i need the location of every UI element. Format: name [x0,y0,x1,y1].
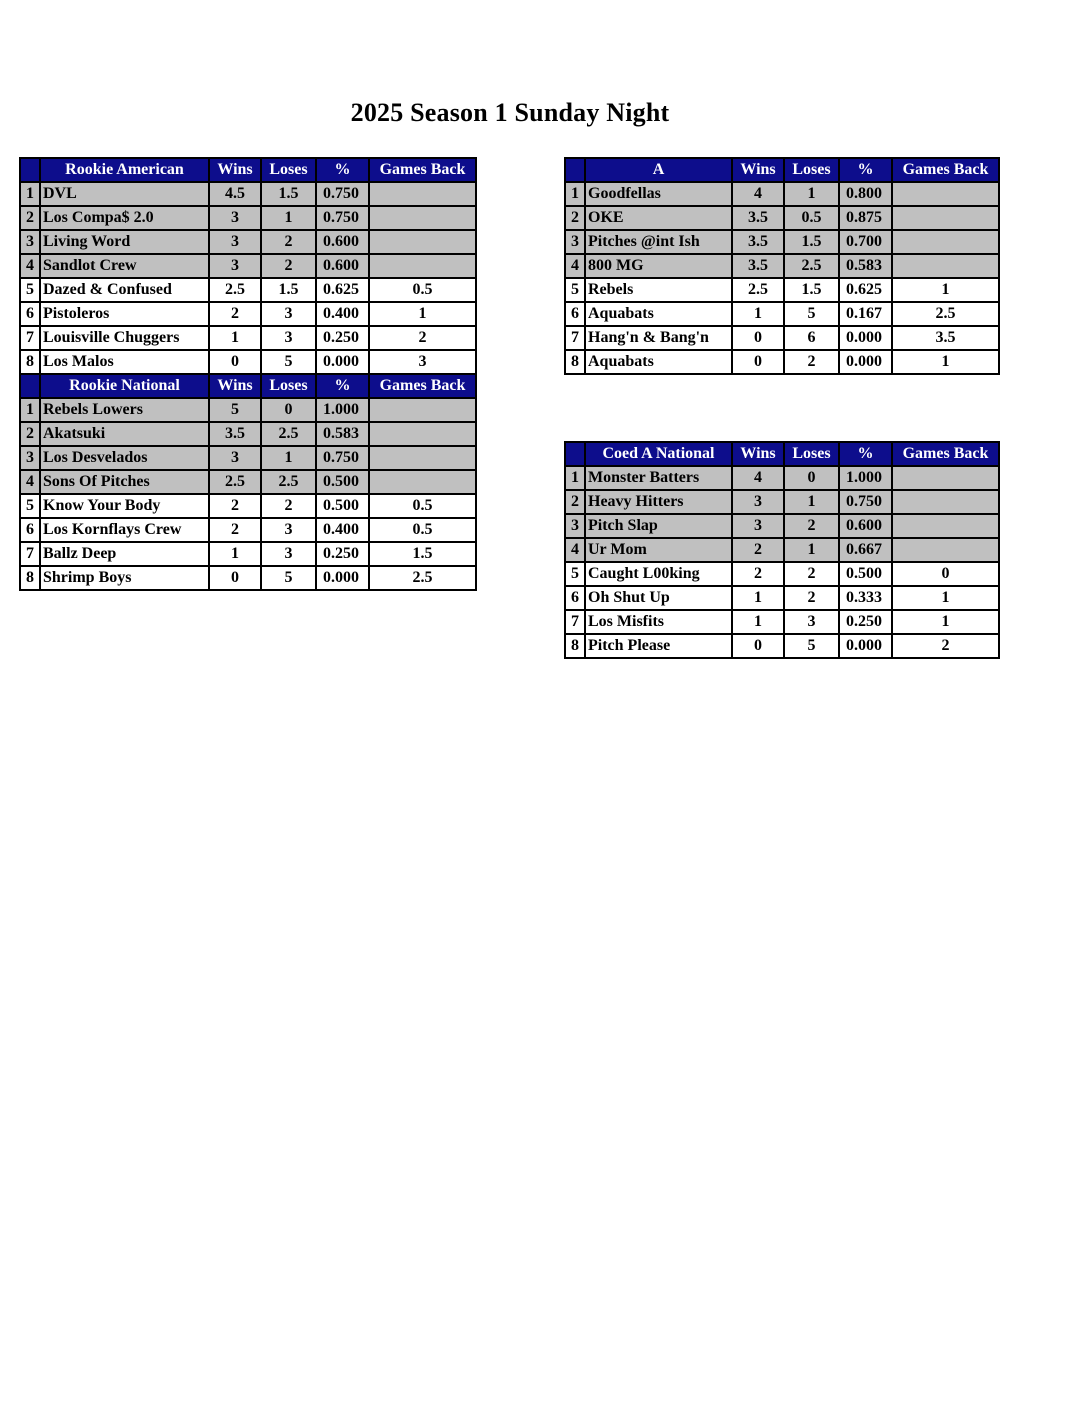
table-row [20,278,476,302]
wins-cell: 1 [209,326,261,350]
games-back-cell [369,446,476,470]
loses-cell: 1 [261,446,316,470]
team-cell: Know Your Body [40,494,209,518]
table-row [565,230,999,254]
rank-cell: 6 [20,302,40,326]
rank-cell: 4 [20,470,40,494]
loses-cell: 2 [261,254,316,278]
team-cell: Caught L00king [585,562,732,586]
rank-cell: 3 [20,230,40,254]
games-back-cell: 2 [369,326,476,350]
rank-cell: 6 [20,518,40,542]
rank-cell: 8 [565,634,585,658]
pct-cell: 0.600 [316,230,369,254]
table-row [20,542,476,566]
team-cell: Los Misfits [585,610,732,634]
header-pct: % [316,374,369,398]
pct-cell: 1.000 [839,466,892,490]
wins-cell: 0 [209,350,261,374]
team-cell: Sandlot Crew [40,254,209,278]
games-back-cell: 2.5 [369,566,476,590]
pct-cell: 0.625 [316,278,369,302]
pct-cell: 0.167 [839,302,892,326]
rank-cell: 4 [565,538,585,562]
loses-cell: 2 [784,586,839,610]
table-row [565,610,999,634]
loses-cell: 5 [261,350,316,374]
team-cell: Hang'n & Bang'n [585,326,732,350]
wins-cell: 3 [209,254,261,278]
games-back-cell [892,538,999,562]
rank-cell: 3 [20,446,40,470]
loses-cell: 2.5 [261,470,316,494]
rank-cell: 2 [20,422,40,446]
rank-cell: 7 [565,326,585,350]
team-cell: Louisville Chuggers [40,326,209,350]
table-row [20,350,476,374]
team-cell: Oh Shut Up [585,586,732,610]
header-wins: Wins [732,442,784,466]
loses-cell: 2 [261,230,316,254]
division-name: Rookie American [40,158,209,182]
team-cell: Aquabats [585,302,732,326]
loses-cell: 0.5 [784,206,839,230]
table-row [565,254,999,278]
games-back-cell [369,230,476,254]
loses-cell: 6 [784,326,839,350]
wins-cell: 2.5 [209,470,261,494]
rank-cell: 4 [565,254,585,278]
table-row [20,326,476,350]
division-header-row [565,158,999,182]
pct-cell: 0.000 [316,350,369,374]
pct-cell: 0.667 [839,538,892,562]
games-back-cell [892,254,999,278]
division-name: Coed A National [585,442,732,466]
pct-cell: 0.583 [316,422,369,446]
header-wins: Wins [209,374,261,398]
table-row [20,566,476,590]
pct-cell: 0.500 [316,470,369,494]
team-cell: OKE [585,206,732,230]
loses-cell: 1 [261,206,316,230]
rank-cell: 6 [565,586,585,610]
team-cell: Pitches @int Ish [585,230,732,254]
loses-cell: 2 [784,562,839,586]
rank-cell: 3 [565,230,585,254]
pct-cell: 0.250 [316,542,369,566]
division-header-row [20,374,476,398]
wins-cell: 2 [209,518,261,542]
pct-cell: 0.625 [839,278,892,302]
pct-cell: 0.333 [839,586,892,610]
wins-cell: 1 [732,586,784,610]
loses-cell: 2 [784,350,839,374]
wins-cell: 0 [732,350,784,374]
pct-cell: 0.000 [839,634,892,658]
rookie-national-division [20,374,476,590]
table-row [20,302,476,326]
loses-cell: 1 [784,538,839,562]
pct-cell: 0.000 [316,566,369,590]
table-row [565,562,999,586]
division-name: A [585,158,732,182]
wins-cell: 4.5 [209,182,261,206]
pct-cell: 0.600 [316,254,369,278]
table-row [20,254,476,278]
pct-cell: 0.400 [316,518,369,542]
table-row [565,182,999,206]
wins-cell: 0 [209,566,261,590]
header-wins: Wins [209,158,261,182]
wins-cell: 3 [732,490,784,514]
team-cell: 800 MG [585,254,732,278]
header-blank [565,442,585,466]
team-cell: Shrimp Boys [40,566,209,590]
pct-cell: 0.500 [316,494,369,518]
games-back-cell: 2 [892,634,999,658]
team-cell: Sons Of Pitches [40,470,209,494]
wins-cell: 2 [209,494,261,518]
team-cell: Los Malos [40,350,209,374]
pct-cell: 0.000 [839,350,892,374]
games-back-cell: 0.5 [369,494,476,518]
pct-cell: 0.600 [839,514,892,538]
table-row [565,514,999,538]
wins-cell: 3.5 [732,254,784,278]
table-row [565,634,999,658]
rank-cell: 1 [565,466,585,490]
loses-cell: 1 [784,182,839,206]
wins-cell: 3 [209,446,261,470]
page-title: 2025 Season 1 Sunday Night [350,98,670,127]
coed-a-national-table [564,441,1000,659]
table-row [565,490,999,514]
table-row [565,302,999,326]
pct-cell: 0.800 [839,182,892,206]
rank-cell: 7 [20,542,40,566]
header-games-back: Games Back [369,374,476,398]
rank-cell: 2 [565,206,585,230]
table-row [565,278,999,302]
loses-cell: 1.5 [261,182,316,206]
loses-cell: 3 [261,302,316,326]
team-cell: Heavy Hitters [585,490,732,514]
rookie-standings-table [19,157,477,591]
table-row [565,586,999,610]
games-back-cell: 1 [369,302,476,326]
table-row [20,206,476,230]
games-back-cell [892,466,999,490]
table-row [565,350,999,374]
pct-cell: 0.500 [839,562,892,586]
table-row [565,538,999,562]
wins-cell: 2 [732,562,784,586]
games-back-cell: 0.5 [369,518,476,542]
pct-cell: 0.750 [316,446,369,470]
games-back-cell: 1 [892,610,999,634]
team-cell: Pistoleros [40,302,209,326]
games-back-cell: 0 [892,562,999,586]
games-back-cell [892,230,999,254]
rank-cell: 1 [20,398,40,422]
rank-cell: 8 [565,350,585,374]
team-cell: Goodfellas [585,182,732,206]
team-cell: Los Desvelados [40,446,209,470]
wins-cell: 4 [732,182,784,206]
loses-cell: 3 [261,518,316,542]
header-loses: Loses [261,158,316,182]
table-row [20,518,476,542]
rookie-american-division [20,158,476,374]
header-blank [20,158,40,182]
header-pct: % [316,158,369,182]
games-back-cell [369,206,476,230]
loses-cell: 1.5 [261,278,316,302]
team-cell: Ur Mom [585,538,732,562]
loses-cell: 0 [784,466,839,490]
table-row [20,446,476,470]
loses-cell: 1 [784,490,839,514]
team-cell: Pitch Slap [585,514,732,538]
table-row [20,182,476,206]
header-pct: % [839,158,892,182]
wins-cell: 3 [209,206,261,230]
team-cell: DVL [40,182,209,206]
games-back-cell [369,182,476,206]
loses-cell: 3 [261,326,316,350]
wins-cell: 3 [209,230,261,254]
wins-cell: 0 [732,326,784,350]
pct-cell: 1.000 [316,398,369,422]
games-back-cell [892,206,999,230]
pct-cell: 0.750 [316,182,369,206]
loses-cell: 1.5 [784,230,839,254]
pct-cell: 0.700 [839,230,892,254]
loses-cell: 1.5 [784,278,839,302]
wins-cell: 2 [209,302,261,326]
loses-cell: 5 [784,634,839,658]
division-header-row [565,442,999,466]
rank-cell: 8 [20,350,40,374]
team-cell: Aquabats [585,350,732,374]
wins-cell: 4 [732,466,784,490]
games-back-cell: 2.5 [892,302,999,326]
loses-cell: 5 [261,566,316,590]
loses-cell: 2 [784,514,839,538]
loses-cell: 2.5 [261,422,316,446]
team-cell: Pitch Please [585,634,732,658]
wins-cell: 2.5 [209,278,261,302]
table-row [20,422,476,446]
header-blank [565,158,585,182]
team-cell: Los Kornflays Crew [40,518,209,542]
wins-cell: 3.5 [209,422,261,446]
loses-cell: 5 [784,302,839,326]
games-back-cell [369,470,476,494]
wins-cell: 1 [209,542,261,566]
wins-cell: 5 [209,398,261,422]
wins-cell: 3.5 [732,230,784,254]
games-back-cell [892,182,999,206]
table-row [20,470,476,494]
wins-cell: 3 [732,514,784,538]
wins-cell: 1 [732,610,784,634]
loses-cell: 0 [261,398,316,422]
games-back-cell: 1 [892,586,999,610]
rank-cell: 2 [565,490,585,514]
games-back-cell: 3.5 [892,326,999,350]
team-cell: Los Compa$ 2.0 [40,206,209,230]
pct-cell: 0.250 [316,326,369,350]
games-back-cell [892,490,999,514]
wins-cell: 3.5 [732,206,784,230]
header-wins: Wins [732,158,784,182]
wins-cell: 2.5 [732,278,784,302]
team-cell: Monster Batters [585,466,732,490]
header-games-back: Games Back [369,158,476,182]
rank-cell: 4 [20,254,40,278]
header-loses: Loses [261,374,316,398]
games-back-cell: 1 [892,278,999,302]
team-cell: Living Word [40,230,209,254]
loses-cell: 3 [261,542,316,566]
rank-cell: 1 [20,182,40,206]
header-loses: Loses [784,442,839,466]
pct-cell: 0.583 [839,254,892,278]
loses-cell: 2.5 [784,254,839,278]
pct-cell: 0.400 [316,302,369,326]
team-cell: Rebels [585,278,732,302]
header-games-back: Games Back [892,158,999,182]
wins-cell: 1 [732,302,784,326]
rank-cell: 7 [565,610,585,634]
rank-cell: 5 [20,494,40,518]
games-back-cell: 0.5 [369,278,476,302]
rank-cell: 5 [20,278,40,302]
games-back-cell [369,422,476,446]
pct-cell: 0.000 [839,326,892,350]
loses-cell: 2 [261,494,316,518]
games-back-cell [892,514,999,538]
team-cell: Dazed & Confused [40,278,209,302]
header-blank [20,374,40,398]
games-back-cell: 3 [369,350,476,374]
pct-cell: 0.875 [839,206,892,230]
header-loses: Loses [784,158,839,182]
games-back-cell: 1.5 [369,542,476,566]
team-cell: Rebels Lowers [40,398,209,422]
pct-cell: 0.250 [839,610,892,634]
team-cell: Akatsuki [40,422,209,446]
table-row [20,494,476,518]
division-name: Rookie National [40,374,209,398]
wins-cell: 2 [732,538,784,562]
rank-cell: 3 [565,514,585,538]
header-pct: % [839,442,892,466]
pct-cell: 0.750 [839,490,892,514]
team-cell: Ballz Deep [40,542,209,566]
wins-cell: 0 [732,634,784,658]
table-row [565,326,999,350]
rank-cell: 8 [20,566,40,590]
rank-cell: 5 [565,278,585,302]
pct-cell: 0.750 [316,206,369,230]
division-header-row [20,158,476,182]
header-games-back: Games Back [892,442,999,466]
games-back-cell [369,398,476,422]
rank-cell: 5 [565,562,585,586]
a-division-table [564,157,1000,375]
table-row [565,206,999,230]
table-row [565,466,999,490]
rank-cell: 6 [565,302,585,326]
rank-cell: 2 [20,206,40,230]
games-back-cell: 1 [892,350,999,374]
table-row [20,398,476,422]
rank-cell: 7 [20,326,40,350]
rank-cell: 1 [565,182,585,206]
loses-cell: 3 [784,610,839,634]
table-row [20,230,476,254]
games-back-cell [369,254,476,278]
